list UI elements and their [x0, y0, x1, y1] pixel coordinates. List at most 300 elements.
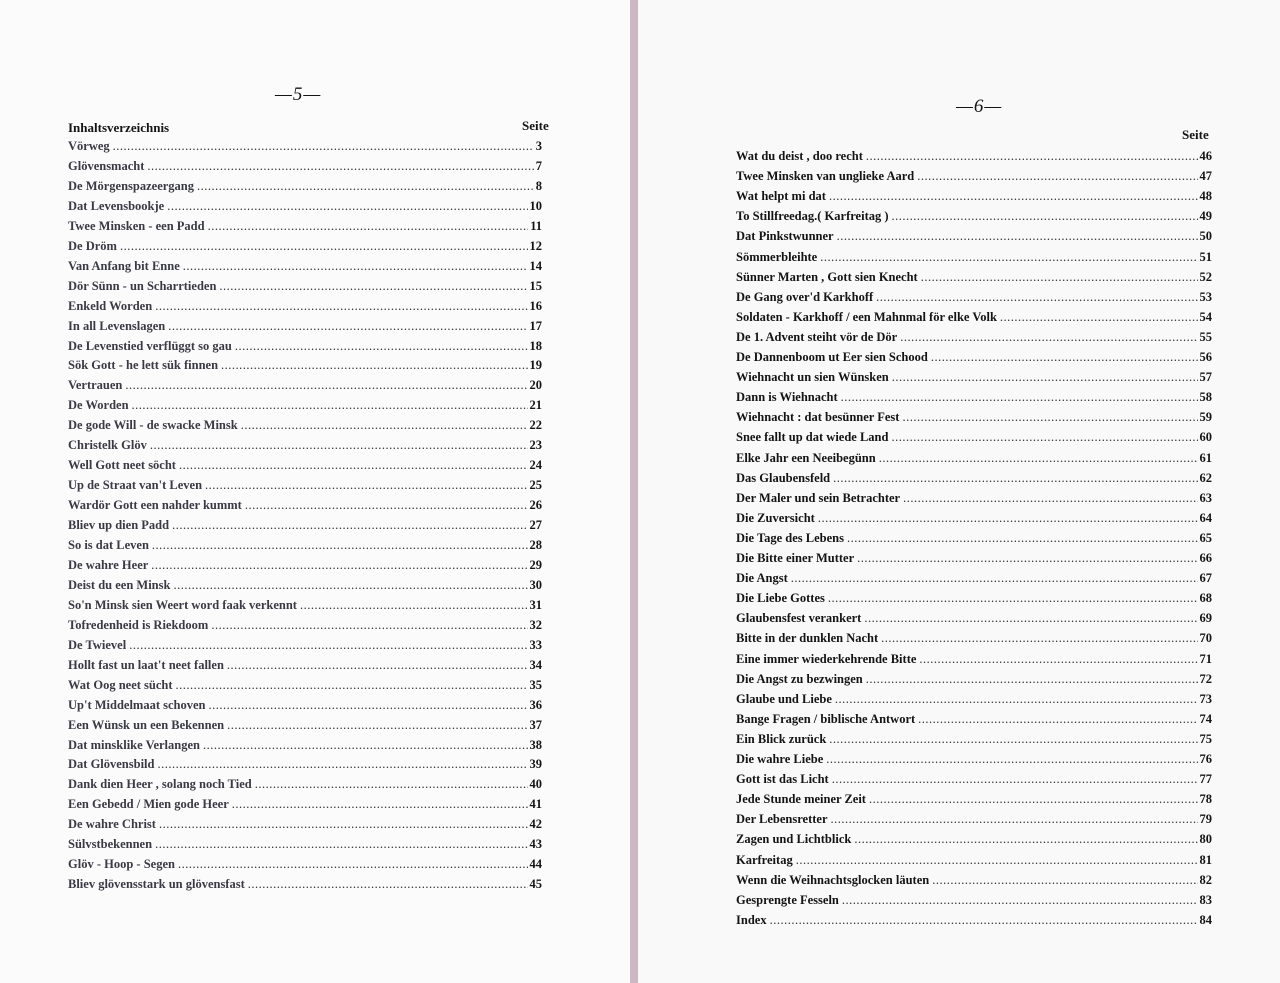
toc-entry [68, 259, 542, 274]
toc-dot-leader [931, 350, 1198, 365]
toc-entry-title: Gott ist das Licht [736, 772, 829, 787]
toc-dot-leader [876, 290, 1197, 305]
toc-entry [736, 410, 1212, 425]
toc-entry [736, 672, 1212, 687]
toc-entry-title: Der Maler und sein Betrachter [736, 490, 901, 505]
toc-dot-leader [235, 339, 528, 354]
toc-entry [736, 451, 1212, 466]
toc-entry-page: 20 [529, 378, 542, 393]
toc-dot-leader [818, 511, 1198, 526]
toc-entry [68, 478, 542, 493]
toc-dot-leader [820, 250, 1197, 265]
toc-dot-leader [832, 772, 1198, 787]
toc-entry-page: 77 [1199, 772, 1212, 787]
toc-entry-title: Dör Sünn - un Scharrtieden [68, 278, 217, 293]
toc-entry [736, 430, 1212, 445]
toc-dot-leader [903, 491, 1197, 506]
toc-entry [736, 551, 1212, 566]
toc-entry [68, 358, 542, 373]
toc-entry-page: 41 [529, 797, 542, 812]
toc-entry-title: Die wahre Liebe [736, 752, 824, 766]
toc-entry-title: Index [736, 912, 767, 927]
toc-entry [736, 229, 1212, 244]
toc-entry [68, 438, 542, 453]
toc-entry-page: 37 [529, 717, 542, 732]
toc-entry [68, 598, 542, 613]
toc-dot-leader [176, 678, 528, 693]
toc-entry-title: Enkeld Worden [68, 298, 153, 313]
toc-entry-title: Glaube und Liebe [736, 691, 832, 706]
toc-entry [736, 712, 1212, 727]
toc-entry-page: 3 [535, 139, 542, 153]
toc-dot-leader [831, 812, 1198, 827]
toc-dot-leader [150, 438, 528, 453]
toc-entry-title: De wahre Heer [68, 557, 149, 572]
toc-entry [68, 458, 542, 473]
toc-entry [68, 339, 542, 354]
toc-entry-page: 38 [529, 737, 542, 752]
toc-entry-page: 68 [1199, 591, 1212, 606]
toc-entry-page: 30 [529, 577, 542, 592]
toc-entry-title: Wiehnacht un sien Wünsken [736, 370, 889, 385]
toc-dot-leader [900, 330, 1197, 345]
toc-dot-leader [892, 370, 1198, 385]
toc-entry-title: De gode Will - de swacke Minsk [68, 418, 238, 433]
toc-entry [68, 398, 542, 413]
toc-entry [68, 678, 542, 693]
toc-entry [736, 732, 1212, 747]
toc-entry [736, 752, 1212, 767]
toc-dot-leader [854, 832, 1197, 847]
toc-entry-title: Up't Middelmaat schoven [68, 697, 206, 712]
toc-entry-page: 80 [1199, 832, 1212, 847]
toc-entry [736, 652, 1212, 667]
toc-dot-leader [902, 410, 1197, 425]
toc-dot-leader [245, 498, 528, 513]
toc-entry-title: Bliev glövensstark un glövensfast [68, 877, 245, 892]
toc-entry-page: 69 [1199, 611, 1212, 626]
toc-entry [68, 857, 542, 872]
toc-entry-page: 83 [1199, 892, 1212, 907]
toc-dot-leader [227, 658, 528, 673]
toc-entry-page: 45 [529, 877, 542, 892]
toc-entry-page: 55 [1199, 329, 1212, 344]
toc-entry-title: Glaubensfest verankert [736, 611, 862, 626]
toc-entry-title: Dat Glövensbild [68, 757, 155, 772]
toc-entry [68, 698, 542, 713]
left-page-number: —5— [275, 84, 322, 105]
toc-dot-leader [829, 189, 1198, 204]
toc-entry-title: Dann is Wiehnacht [736, 390, 838, 405]
toc-entry-title: Die Tage des Lebens [736, 530, 845, 545]
toc-dot-leader [232, 797, 528, 812]
toc-entry-title: Vörweg [68, 139, 110, 153]
toc-entry [736, 330, 1212, 345]
toc-dot-leader [120, 239, 528, 254]
toc-entry-page: 32 [529, 617, 542, 632]
toc-entry-page: 26 [529, 498, 542, 513]
toc-entry-page: 82 [1199, 872, 1212, 887]
toc-dot-leader [791, 571, 1198, 586]
toc-entry-title: Glöv - Hoop - Segen [68, 857, 175, 872]
toc-entry-title: Vertrauen [68, 378, 123, 393]
toc-entry-page: 36 [529, 697, 542, 712]
toc-entry [736, 471, 1212, 486]
toc-dot-leader [167, 199, 527, 214]
toc-entry-title: Sömmerbleihte [736, 249, 818, 264]
toc-entry [68, 518, 542, 533]
toc-entry-page: 31 [529, 597, 542, 612]
toc-entry-page: 14 [529, 258, 542, 273]
toc-dot-leader [917, 169, 1197, 184]
toc-entry-page: 50 [1199, 229, 1212, 244]
toc-entry-page: 70 [1199, 631, 1212, 646]
toc-entry-title: Dank dien Heer , solang noch Tied [68, 777, 252, 792]
toc-entry-title: Gesprengte Fesseln [736, 892, 839, 907]
toc-entry-page: 60 [1199, 430, 1212, 445]
toc-entry [68, 837, 542, 852]
toc-entry-page: 47 [1199, 169, 1212, 184]
toc-entry-page: 19 [529, 358, 542, 373]
toc-entry-page: 10 [529, 198, 542, 213]
toc-entry-page: 61 [1199, 450, 1212, 465]
toc-entry-page: 44 [529, 857, 542, 872]
toc-entry-page: 22 [529, 418, 542, 433]
toc-heading: Inhaltsverzeichnis [68, 120, 170, 135]
toc-dot-leader [255, 777, 528, 792]
toc-entry-title: Van Anfang bit Enne [68, 258, 180, 273]
toc-dot-leader [828, 591, 1198, 606]
toc-entry-title: So'n Minsk sien Weert word faak verkennt [68, 597, 297, 612]
toc-entry-title: To Stillfreedag.( Karfreitag ) [736, 209, 889, 224]
toc-dot-leader [209, 698, 528, 713]
toc-entry [68, 618, 542, 633]
toc-entry [736, 913, 1212, 928]
toc-dot-leader [178, 857, 528, 872]
toc-entry [736, 611, 1212, 626]
toc-entry-title: De Worden [68, 398, 129, 413]
toc-dot-leader [248, 877, 528, 892]
toc-entry [68, 179, 542, 194]
right-seite-label: Seite [1182, 127, 1209, 142]
toc-entry [68, 738, 542, 753]
toc-dot-leader [835, 692, 1198, 707]
toc-entry [68, 538, 542, 553]
toc-entry-title: Christelk Glöv [68, 438, 147, 453]
toc-entry-page: 62 [1199, 470, 1212, 485]
toc-entry-title: Bliev up dien Padd [68, 518, 170, 533]
toc-entry-page: 17 [529, 318, 542, 333]
toc-entry [68, 418, 542, 433]
toc-entry-page: 15 [529, 278, 542, 293]
toc-dot-leader [847, 531, 1197, 546]
toc-entry [68, 279, 542, 294]
toc-entry [68, 578, 542, 593]
toc-entry-page: 57 [1199, 370, 1212, 385]
toc-entry-page: 49 [1199, 209, 1212, 224]
toc-entry-page: 35 [529, 677, 542, 692]
toc-entry-title: De Mörgenspazeergang [68, 178, 195, 193]
toc-entry-title: Wenn die Weihnachtsglocken läuten [736, 872, 930, 887]
toc-entry-page: 40 [529, 777, 542, 792]
toc-entry [736, 571, 1212, 586]
toc-entry-page: 58 [1199, 390, 1212, 405]
toc-dot-leader [221, 358, 527, 373]
toc-entry-page: 39 [529, 757, 542, 772]
toc-entry [736, 270, 1212, 285]
toc-dot-leader [219, 279, 527, 294]
toc-entry [736, 290, 1212, 305]
toc-entry-title: Wat Oog neet sücht [68, 677, 173, 692]
toc-dot-leader [157, 757, 527, 772]
toc-entry-title: Bitte in der dunklen Nacht [736, 631, 879, 646]
toc-entry-title: So is dat Leven [68, 538, 149, 552]
toc-entry-title: Eine immer wiederkehrende Bitte [736, 651, 917, 666]
toc-entry [736, 893, 1212, 908]
toc-entry-title: Jede Stunde meiner Zeit [736, 792, 866, 807]
right-page-number: —6— [956, 96, 1003, 117]
toc-entry-title: De wahre Christ [68, 817, 156, 832]
toc-entry-page: 27 [529, 518, 542, 533]
toc-entry-title: Dat minsklike Verlangen [68, 737, 200, 752]
toc-entry-page: 59 [1199, 410, 1212, 425]
toc-dot-leader [129, 638, 527, 653]
toc-dot-leader [241, 418, 528, 433]
toc-entry-page: 8 [535, 178, 542, 193]
toc-dot-leader [183, 259, 528, 274]
toc-entry-title: Der Lebensretter [736, 812, 828, 827]
toc-dot-leader [837, 229, 1198, 244]
toc-entry [68, 817, 542, 832]
toc-entry-title: Hollt fast un laat't neet fallen [68, 657, 224, 672]
toc-dot-leader [881, 631, 1197, 646]
toc-entry [736, 350, 1212, 365]
toc-dot-leader [932, 873, 1197, 888]
toc-entry-page: 79 [1199, 812, 1212, 827]
toc-entry-page: 29 [529, 557, 542, 572]
toc-entry-title: Dat Levensbookje [68, 198, 165, 213]
toc-entry [736, 169, 1212, 184]
toc-dot-leader [197, 179, 534, 194]
toc-entry [68, 498, 542, 513]
toc-entry-title: Die Zuversicht [736, 510, 815, 525]
toc-entry-page: 73 [1199, 691, 1212, 706]
toc-dot-leader [921, 270, 1198, 285]
toc-entry-page: 64 [1199, 510, 1212, 525]
toc-dot-leader [300, 598, 528, 613]
toc-entry [736, 792, 1212, 807]
toc-entry-page: 84 [1199, 912, 1212, 927]
toc-entry [68, 378, 542, 393]
toc-dot-leader [173, 578, 527, 593]
left-seite-label: Seite [522, 118, 549, 133]
toc-dot-leader [829, 732, 1197, 747]
toc-entry [736, 491, 1212, 506]
toc-entry [736, 310, 1212, 325]
toc-entry-page: 65 [1199, 530, 1212, 545]
toc-entry [68, 199, 542, 214]
toc-entry [736, 772, 1212, 787]
toc-entry [68, 877, 542, 892]
toc-dot-leader [227, 718, 527, 733]
toc-dot-leader [919, 652, 1197, 667]
toc-entry-page: 67 [1199, 571, 1212, 586]
toc-entry [68, 777, 542, 792]
toc-entry-title: Die Bitte einer Mutter [736, 551, 855, 565]
toc-entry [736, 591, 1212, 606]
toc-entry [68, 638, 542, 653]
toc-entry-title: De Dannenboom ut Eer sien Schood [736, 350, 928, 364]
toc-dot-leader [179, 458, 528, 473]
toc-entry-page: 76 [1199, 752, 1212, 766]
toc-dot-leader [770, 913, 1198, 928]
toc-entry-page: 18 [529, 338, 542, 353]
toc-entry-page: 7 [535, 158, 542, 173]
toc-entry-title: De Gang over'd Karkhoff [736, 289, 874, 304]
toc-entry [68, 658, 542, 673]
toc-dot-leader [841, 390, 1198, 405]
toc-entry-title: Soldaten - Karkhoff / een Mahnmal för elke Volk [736, 309, 997, 324]
toc-entry [736, 812, 1212, 827]
toc-entry-page: 72 [1199, 671, 1212, 686]
toc-entry-page: 46 [1199, 149, 1212, 163]
toc-entry-title: Een Wünsk un een Bekennen [68, 717, 225, 732]
toc-dot-leader [866, 149, 1198, 164]
right-page [638, 0, 1280, 983]
toc-entry-title: Snee fallt up dat wiede Land [736, 430, 889, 445]
toc-entry-title: Die Liebe Gottes [736, 591, 825, 606]
toc-entry [736, 149, 1212, 164]
toc-entry [68, 757, 542, 772]
toc-dot-leader [891, 430, 1197, 445]
toc-entry [68, 159, 542, 174]
toc-entry [736, 832, 1212, 847]
toc-entry-page: 25 [529, 478, 542, 493]
toc-entry-page: 12 [529, 238, 542, 253]
toc-entry-page: 24 [529, 458, 542, 473]
toc-dot-leader [796, 853, 1198, 868]
toc-dot-leader [151, 558, 527, 573]
toc-entry-title: Bange Fragen / biblische Antwort [736, 711, 916, 726]
toc-entry-title: De 1. Advent steiht vör de Dör [736, 329, 898, 344]
toc-entry-page: 34 [529, 657, 542, 672]
toc-entry-page: 74 [1199, 711, 1212, 726]
toc-entry-page: 42 [529, 817, 542, 832]
toc-entry-page: 63 [1199, 490, 1212, 505]
toc-entry-page: 75 [1199, 731, 1212, 746]
toc-entry [736, 189, 1212, 204]
toc-entry [736, 853, 1212, 868]
toc-entry-page: 11 [530, 218, 542, 233]
toc-entry-title: Ein Blick zurück [736, 731, 827, 746]
toc-entry-page: 33 [529, 637, 542, 652]
toc-entry-title: Sünner Marten , Gott sien Knecht [736, 269, 918, 284]
toc-dot-leader [857, 551, 1197, 566]
toc-entry-title: Glövensmacht [68, 158, 145, 173]
toc-entry-title: De Levenstied verflüggt so gau [68, 338, 232, 353]
toc-entry-title: Zagen und Lichtblick [736, 832, 852, 847]
toc-entry-page: 16 [529, 298, 542, 313]
toc-entry [68, 139, 542, 154]
toc-dot-leader [208, 219, 529, 234]
toc-dot-leader [892, 209, 1198, 224]
toc-entry [68, 319, 542, 334]
toc-entry-title: Wat du deist , doo recht [736, 149, 863, 163]
toc-entry-page: 28 [529, 538, 542, 552]
toc-entry [736, 511, 1212, 526]
toc-dot-leader [866, 672, 1198, 687]
toc-entry [736, 390, 1212, 405]
toc-entry-page: 71 [1199, 651, 1212, 666]
left-page [0, 0, 630, 983]
toc-entry-page: 56 [1199, 350, 1212, 364]
toc-dot-leader [1000, 310, 1198, 325]
toc-entry-title: Karfreitag [736, 852, 793, 867]
toc-entry-title: Well Gott neet söcht [68, 458, 176, 473]
toc-dot-leader [842, 893, 1198, 908]
toc-dot-leader [113, 139, 534, 154]
toc-entry [736, 873, 1212, 888]
toc-dot-leader [132, 398, 528, 413]
toc-dot-leader [152, 538, 528, 553]
toc-entry-title: Wardör Gott een nahder kummt [68, 498, 242, 513]
toc-entry [68, 299, 542, 314]
toc-dot-leader [833, 471, 1197, 486]
toc-entry [68, 239, 542, 254]
toc-entry [68, 219, 542, 234]
toc-dot-leader [864, 611, 1197, 626]
toc-dot-leader [826, 752, 1197, 767]
toc-entry-title: Deist du een Minsk [68, 577, 171, 592]
toc-entry-title: Elke Jahr een Neeibegünn [736, 450, 876, 465]
toc-entry-page: 21 [529, 398, 542, 413]
toc-dot-leader [155, 299, 527, 314]
toc-entry [736, 250, 1212, 265]
toc-dot-leader [205, 478, 527, 493]
toc-dot-leader [211, 618, 527, 633]
toc-dot-leader [155, 837, 527, 852]
toc-entry-title: Twee Minsken van unglieke Aard [736, 169, 915, 184]
toc-entry-page: 53 [1199, 289, 1212, 304]
toc-entry-title: In all Levenslagen [68, 318, 166, 333]
toc-dot-leader [203, 738, 528, 753]
toc-dot-leader [172, 518, 527, 533]
toc-entry [736, 692, 1212, 707]
toc-entry [736, 209, 1212, 224]
toc-entry-title: Die Angst zu bezwingen [736, 671, 863, 686]
toc-entry-title: Die Angst [736, 571, 788, 586]
toc-entry-title: Dat Pinkstwunner [736, 229, 834, 244]
toc-dot-leader [147, 159, 533, 174]
toc-dot-leader [879, 451, 1198, 466]
toc-entry-title: Wiehnacht : dat besünner Fest [736, 410, 900, 425]
toc-entry-page: 43 [529, 837, 542, 852]
toc-entry-page: 66 [1199, 551, 1212, 565]
toc-entry-page: 23 [529, 438, 542, 453]
toc-entry-title: Twee Minsken - een Padd [68, 218, 205, 233]
toc-dot-leader [869, 792, 1198, 807]
toc-entry [736, 531, 1212, 546]
toc-entry-title: De Dröm [68, 238, 117, 253]
toc-dot-leader [918, 712, 1197, 727]
toc-entry [68, 718, 542, 733]
toc-entry-page: 48 [1199, 189, 1212, 204]
toc-entry [68, 797, 542, 812]
toc-entry-title: Up de Straat van't Leven [68, 478, 203, 493]
toc-entry-title: Tofredenheid is Riekdoom [68, 617, 209, 632]
toc-entry-title: Wat helpt mi dat [736, 189, 826, 204]
toc-dot-leader [168, 319, 527, 334]
